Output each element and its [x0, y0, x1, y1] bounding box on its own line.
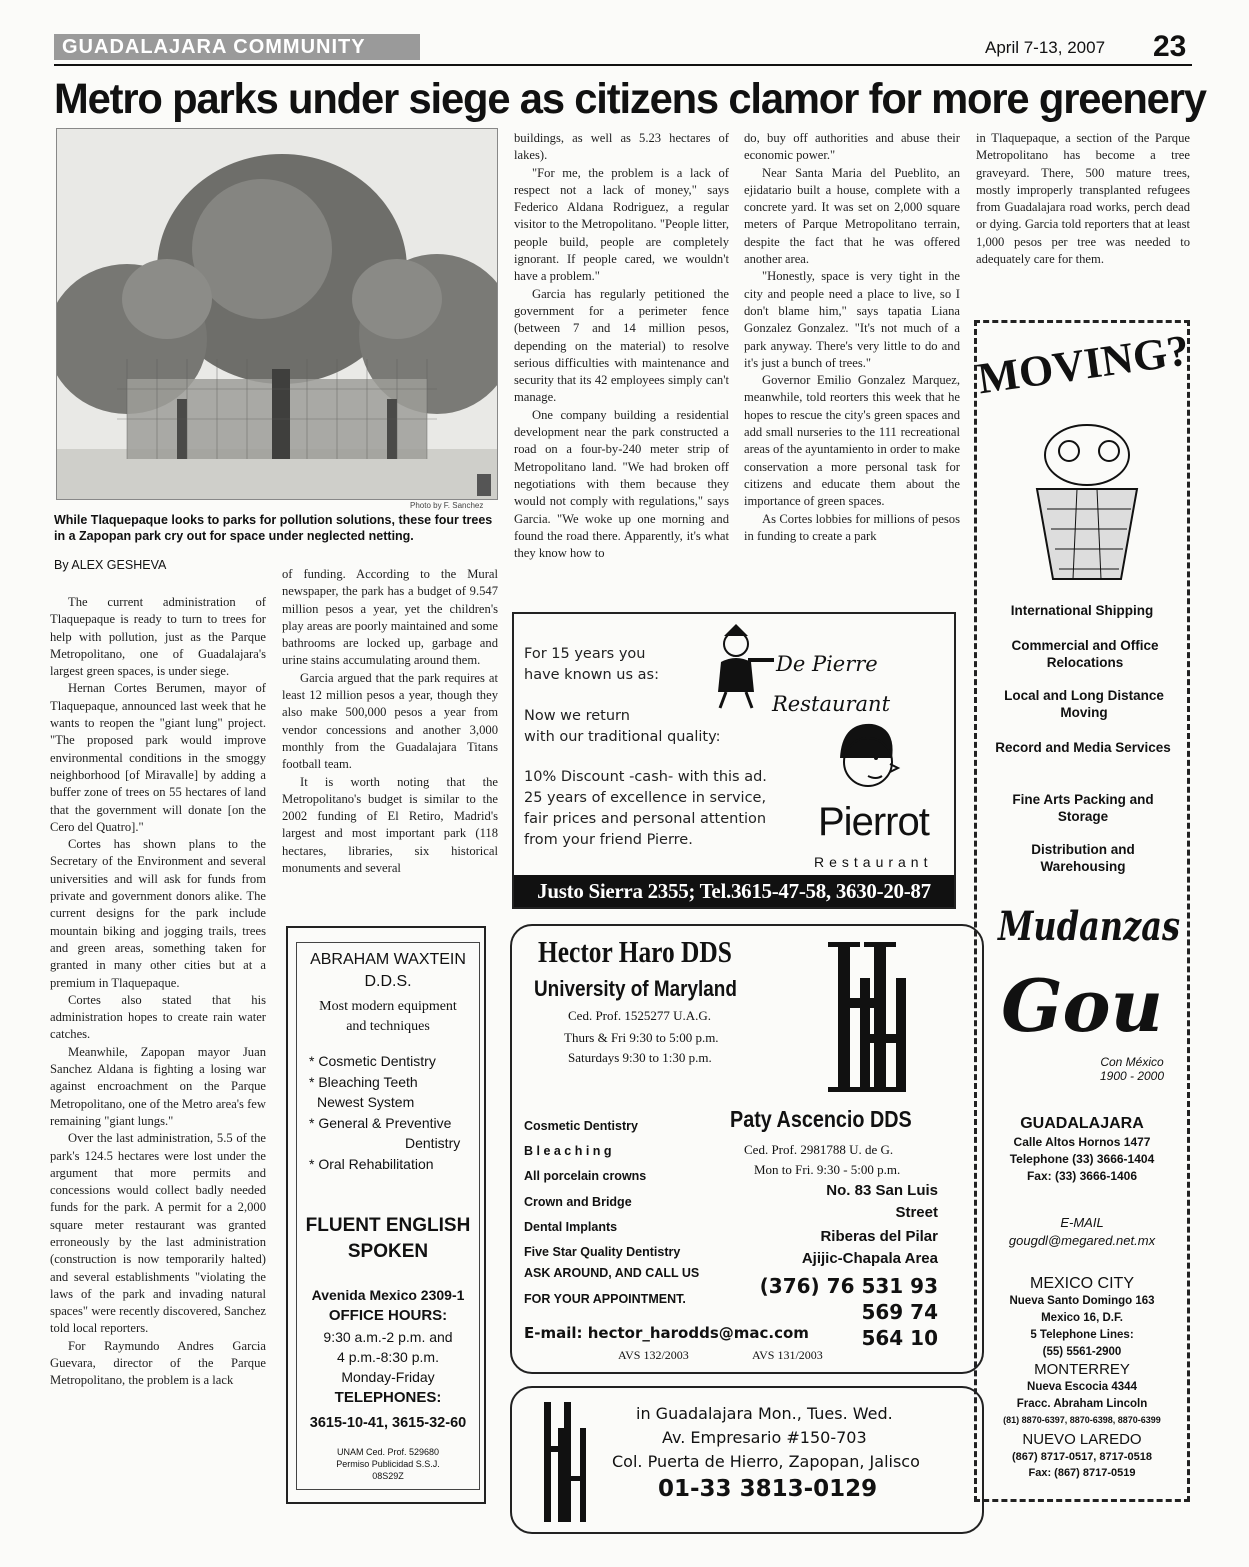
brand-mudanzas: Mudanzas: [998, 903, 1180, 950]
service-item: * Bleaching Teeth: [309, 1073, 418, 1090]
ad-text: 25 years of excellence in service,: [524, 790, 767, 806]
paragraph: "For me, the problem is a lack of respect not a lack of money," says Federico Aldana Rodriguez, a regular visitor to the Metropolitano. "People litter, people build, people are completely ignorant. If people cared, we wouldn't have a problem.": [514, 165, 729, 284]
article-column-5: [976, 130, 1190, 290]
park-photo: [56, 128, 498, 500]
service-item: Cosmetic Dentistry: [524, 1119, 638, 1133]
ad-text: Now we return: [524, 708, 630, 724]
moving-title: MOVING?: [974, 325, 1193, 404]
university: University of Maryland: [534, 976, 737, 1001]
call-to-action: FOR YOUR APPOINTMENT.: [524, 1292, 686, 1306]
service-item: Record and Media Services: [995, 740, 1171, 755]
paragraph: do, buy off authorities and abuse their economic power.": [744, 131, 960, 163]
ad-footer: Justo Sierra 2355; Tel.3615-47-58, 3630-20-87: [514, 875, 954, 907]
city-title: MONTERREY: [1034, 1361, 1130, 1378]
brand-sub: 1900 - 2000: [1099, 1069, 1165, 1083]
address-line: Ajijic-Chapala Area: [801, 1250, 938, 1267]
hh-monogram-icon: [812, 938, 942, 1098]
days-line: Monday-Friday: [341, 1369, 435, 1385]
ad-mudanzas-gou: [974, 320, 1193, 1502]
city-line: (55) 5561-2900: [1042, 1346, 1122, 1358]
ad-hector-haro-dds: [510, 924, 984, 1374]
cert-line: UNAM Ced. Prof. 529680: [336, 1447, 440, 1457]
call-to-action: ASK AROUND, AND CALL US: [524, 1266, 700, 1280]
trees-illustration: [57, 129, 498, 500]
service-item: Newest System: [317, 1094, 415, 1110]
spoken: SPOKEN: [347, 1241, 429, 1262]
email: E-mail: hector_harodds@mac.com: [524, 1324, 809, 1342]
article-column-2: [282, 566, 498, 912]
city-line: Telephone (33) 3666-1404: [1009, 1152, 1155, 1166]
paragraph: For Raymundo Andres Garcia Guevara, director of the Parque Metropolitano, the problem is a lack: [50, 1338, 266, 1388]
ad-hector-haro-guadalajara: [510, 1386, 984, 1534]
city-line: 5 Telephone Lines:: [1030, 1329, 1134, 1341]
hours-line: 9:30 a.m.-2 p.m. and: [323, 1329, 453, 1345]
email-title: E-MAIL: [1060, 1215, 1104, 1230]
service-item: Crown and Bridge: [524, 1194, 632, 1209]
service-item: Commercial and Office Relocations: [1011, 638, 1159, 670]
paragraph: As Cortes lobbies for millions of pesos in funding to create a park: [744, 511, 960, 543]
ad-tagline: Most modern equipment: [319, 999, 457, 1014]
service-item: * Cosmetic Dentistry: [309, 1053, 436, 1069]
paragraph: Governor Emilio Gonzalez Marquez, meanwhile, told reorters this week that he hopes to rescue the city's green spaces and add small nurseries to the 111 recreational areas of the ayuntamiento in order to make conservation a more personal task for citizens and educate them about the importance of green spaces.: [744, 373, 960, 509]
hector-service-list: [524, 1114, 680, 1265]
paragraph: Garcia has regularly petitioned the government for a perimeter fence (between 7 and 14 million pesos, depending on the material) to resolve serious difficulties with maintenance and security that its 42 employees simply can't manage.: [514, 286, 729, 405]
city-line: Nueva Escocia 4344: [1027, 1381, 1137, 1393]
telephone-numbers: 3615-10-41, 3615-32-60: [309, 1415, 467, 1431]
license: Ced. Prof. 1525277 U.A.G.: [568, 1008, 711, 1023]
article-column-1: [50, 594, 266, 1564]
ad-text: 10% Discount -cash- with this ad.: [524, 769, 767, 785]
ad-text: have known us as:: [524, 667, 659, 683]
ad-pierrot-restaurant: [512, 612, 956, 909]
avs-code: AVS 132/2003: [618, 1348, 689, 1362]
article-column-4: [744, 130, 960, 602]
pierrot-logo: Pierrot: [818, 800, 929, 844]
paragraph: "Honestly, space is very tight in the city and people need a place to live, so I don't blame him," says tapatia Liana Gonzalez Gonzalez. "It's not much of a park anyway. There's very little to do and it's just a bunch of trees.": [744, 269, 960, 370]
service-item: Distribution and Warehousing: [1031, 842, 1135, 874]
email-address: gougdl@megared.net.mx: [1008, 1233, 1156, 1248]
pierrot-face-icon: [832, 718, 902, 798]
city-line: (81) 8870-6397, 8870-6398, 8870-6399: [1003, 1415, 1161, 1425]
address-line: Street: [895, 1204, 938, 1221]
dentist-name: ABRAHAM WAXTEIN: [310, 951, 466, 968]
service-item: Fine Arts Packing and Storage: [1012, 792, 1154, 824]
headline: Metro parks under siege as citizens clamor for more greenery: [54, 75, 1206, 123]
pierrot-logo-sub: Restaurant: [814, 854, 933, 870]
paragraph: Cortes has shown plans to the Secretary of the Environment and several universities and will ask for funds from private and government donors alike. The current designs for the park include mountain biking and jogging trails, trees and green areas, something taken for granted in many other cities but at a premium in Tlaquepaque.: [50, 837, 266, 990]
second-dentist: Paty Ascencio DDS: [730, 1106, 912, 1132]
paragraph: Over the last administration, 5.5 of the park's 124.5 hectares were lost under the argument that more permits and concessions would collect badly needed funds for the park. A permit for a 2,000 square meter restaurant was granted erroneously by the last administration (construction is now temporarily halted) and several establishments "violating the laws of the park and invading natural spaces" were recently discovered, Sanchez told local reporters.: [50, 1131, 266, 1336]
article-column-3: [514, 130, 729, 602]
paragraph: buildings, as well as 5.23 hectares of lakes).: [514, 131, 729, 163]
issue-date: April 7-13, 2007: [985, 38, 1106, 57]
paragraph: Meanwhile, Zapopan mayor Juan Sanchez Aldana is fighting a losing war against encroachment on the Parque Metropolitano, one of the Metro area's few remaining "giant lungs.": [50, 1044, 266, 1128]
ad-text: Av. Empresario #150-703: [662, 1428, 867, 1447]
service-item: * General & Preventive: [309, 1114, 452, 1131]
hours-title: OFFICE HOURS:: [328, 1307, 448, 1324]
paragraph: of funding. According to the Mural newspaper, the park has a budget of 9.547 million pesos a year, yet the children's play areas are poorly maintained and some bathrooms are locked up, garbage and urine stains accumulating around them.: [282, 567, 498, 668]
service-item: International Shipping: [1010, 603, 1154, 618]
ad-text: Col. Puerta de Hierro, Zapopan, Jalisco: [612, 1452, 920, 1471]
phone: 01-33 3813-0129: [658, 1476, 878, 1502]
city-title: GUADALAJARA: [1020, 1115, 1144, 1132]
ad-text: in Guadalajara Mon., Tues. Wed.: [636, 1404, 893, 1423]
cert-line: Permiso Publicidad S.S.J.: [336, 1459, 440, 1469]
ad-inner-border: [296, 942, 480, 1490]
paragraph: Near Santa Maria del Pueblito, an ejidatario built a house, complete with a concrete yard. It was set on 2,000 square meters of Parque Metropolitano terrain, despite the fact that he was offered another area.: [744, 165, 960, 267]
brand-de-pierre: De Pierre: [776, 652, 878, 676]
ad-abraham-waxtein: [286, 926, 486, 1504]
paragraph: Cortes also stated that his administration hopes to create rain water catches.: [50, 992, 266, 1042]
service-item: B l e a c h i n g: [524, 1144, 612, 1159]
hh-monogram-icon: [534, 1398, 598, 1526]
address-line: Riberas del Pilar: [820, 1228, 938, 1245]
city-line: Fracc. Abraham Lincoln: [1016, 1398, 1148, 1410]
dentist-name: Hector Haro DDS: [538, 934, 732, 969]
phone: 569 74: [861, 1300, 938, 1324]
paragraph: Hernan Cortes Berumen, mayor of Tlaquepaque, announced last week that he wants to reopen the "giant lung" project. "The proposed park would improve environmental conditions in the smoggy neighborhood [of Miravalle] by adding a buffer zone of trees on 55 hectares of land that the government will donate [on the Cero del Quatro].": [50, 681, 266, 834]
city-line: Mexico 16, D.F.: [1041, 1312, 1123, 1324]
section-label: GUADALAJARA COMMUNITY: [54, 34, 420, 60]
avs-code: AVS 131/2003: [752, 1348, 823, 1362]
license: Ced. Prof. 2981788 U. de G.: [744, 1142, 894, 1157]
service-item: * Oral Rehabilitation: [309, 1155, 434, 1172]
city-line: Fax: (33) 3666-1406: [1026, 1169, 1138, 1183]
ad-text: fair prices and personal attention: [524, 811, 767, 827]
city-title: NUEVO LAREDO: [1022, 1431, 1142, 1448]
ad-tagline: and techniques: [346, 1019, 430, 1034]
hours-line: 4 p.m.-8:30 p.m.: [337, 1349, 439, 1365]
city-line: (867) 8717-0517, 8717-0518: [1011, 1451, 1153, 1463]
office-address: Avenida Mexico 2309-1: [311, 1287, 465, 1303]
phone: (376) 76 531 93: [759, 1274, 938, 1298]
fluent-english: FLUENT ENGLISH: [305, 1215, 471, 1236]
service-item: Dentistry: [405, 1135, 461, 1151]
service-list: [309, 1051, 460, 1174]
city-line: Calle Altos Hornos 1477: [1013, 1135, 1151, 1149]
byline: By ALEX GESHEVA: [54, 558, 167, 572]
header-rule: [54, 64, 1192, 66]
service-item: Local and Long Distance Moving: [1004, 688, 1164, 720]
ad-text: from your friend Pierre.: [524, 832, 693, 848]
brand-sub: Con México: [1100, 1055, 1164, 1069]
waiter-icon: [696, 622, 776, 712]
ad-text: with our traditional quality:: [524, 729, 721, 745]
phone: 564 10: [861, 1326, 938, 1350]
service-item: All porcelain crowns: [524, 1169, 647, 1184]
paragraph: One company building a residential development near the park constructed a road on a four-by-240 meter strip of Metropolitano land. "We had broken off negotiations with them because they would not comply with regulations," says Garcia. "We woke up one morning and found the road there. Apparently, it's what they know how to: [514, 407, 729, 561]
cert-line: 08S29Z: [372, 1471, 404, 1481]
brand-restaurant: Restaurant: [772, 692, 891, 716]
photo-caption: While Tlaquepaque looks to parks for pollution solutions, these four trees in a Zapopan park cry out for space under neglected netting.: [54, 513, 493, 543]
city-title: MEXICO CITY: [1029, 1275, 1134, 1292]
brand-gou: Gou: [1001, 963, 1163, 1048]
service-item: Five Star Quality Dentistry: [524, 1245, 681, 1260]
address-line: No. 83 San Luis: [826, 1182, 938, 1199]
dentist-title: D.D.S.: [364, 973, 412, 990]
moving-basket-icon: [1017, 399, 1157, 589]
ad-text: For 15 years you: [524, 646, 646, 662]
city-line: Nueva Santo Domingo 163: [1009, 1295, 1155, 1307]
page-number: 23: [1153, 30, 1187, 63]
paragraph: Garcia argued that the park requires at least 12 million pesos a year, though they also make 500,000 pesos a year from vendor concessions and another 3,000 monthly from the Guadalajara Titans football team.: [282, 670, 498, 772]
service-item: Dental Implants: [524, 1219, 618, 1234]
paragraph: The current administration of Tlaquepaque is ready to turn to trees for help with pollution, just as the Parque Metropolitano, one of Guadalajara's largest green spaces, is under siege.: [50, 595, 266, 679]
photo-credit: Photo by F. Sanchez: [410, 501, 484, 510]
city-line: Fax: (867) 8717-0519: [1028, 1467, 1136, 1479]
paragraph: It is worth noting that the Metropolitano's budget is similar to the 2002 funding of El Retiro, Madrid's largest and most important park (118 hectares, libraries, six historical monuments and several: [282, 774, 498, 876]
hours: Thurs & Fri 9:30 to 5:00 p.m.: [564, 1030, 719, 1045]
hours: Mon to Fri. 9:30 - 5:00 p.m.: [754, 1162, 901, 1177]
paragraph: in Tlaquepaque, a section of the Parque Metropolitano has become a tree graveyard. There, 500 mature trees, mostly improperly transplanted refugees from Guadalajara road works, perch dead or dying. Garcia told reporters that at least 1,000 pesos per tree was needed to adequately care for them.: [976, 131, 1190, 267]
hours: Saturdays 9:30 to 1:30 p.m.: [568, 1050, 712, 1065]
telephones-title: TELEPHONES:: [334, 1389, 442, 1406]
